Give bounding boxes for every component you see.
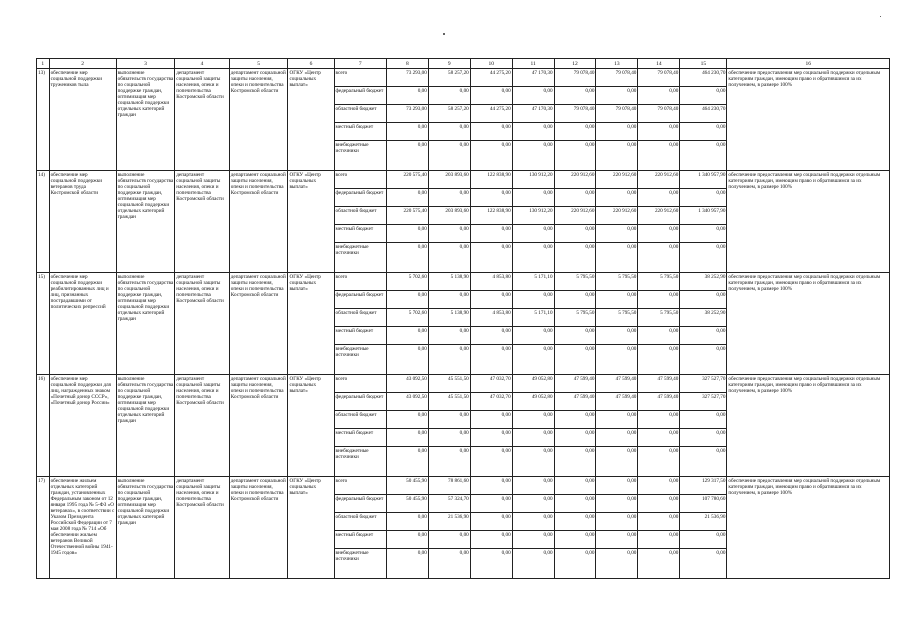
cell-amount: 49 052,80 bbox=[512, 393, 554, 411]
cell-amount: 0,00 bbox=[638, 345, 680, 375]
cell-no: 17) bbox=[37, 477, 50, 579]
cell-amount: 0,00 bbox=[554, 189, 596, 207]
cell-amount: 129 317,50 bbox=[680, 477, 727, 495]
cell-amount: 5 138,90 bbox=[428, 309, 470, 327]
cell-funding-source: местный бюджет bbox=[334, 123, 386, 141]
cell-amount: 0,00 bbox=[386, 123, 428, 141]
cell-amount: 130 912,20 bbox=[512, 207, 554, 225]
cell-exec3: ОГКУ «Центр социальных выплат» bbox=[288, 477, 334, 579]
cell-amount: 0,00 bbox=[596, 243, 638, 273]
cell-amount: 0,00 bbox=[470, 291, 512, 309]
cell-funding-source: областной бюджет bbox=[334, 105, 386, 123]
cell-name: обеспечение мер социальной поддержки тружеников тыла bbox=[49, 69, 116, 171]
cell-amount: 79 078,40 bbox=[554, 105, 596, 123]
cell-amount: 43 092,50 bbox=[386, 375, 428, 393]
column-number: 13 bbox=[596, 59, 638, 69]
cell-amount: 0,00 bbox=[428, 345, 470, 375]
cell-funding-source: местный бюджет bbox=[334, 429, 386, 447]
cell-amount: 58 257,20 bbox=[428, 105, 470, 123]
cell-amount: 0,00 bbox=[596, 87, 638, 105]
cell-exec3: ОГКУ «Центр социальных выплат» bbox=[288, 171, 334, 273]
cell-amount: 0,00 bbox=[470, 87, 512, 105]
cell-exec3: ОГКУ «Центр социальных выплат» bbox=[288, 273, 334, 375]
cell-amount: 0,00 bbox=[428, 291, 470, 309]
cell-amount: 0,00 bbox=[680, 87, 727, 105]
cell-amount: 0,00 bbox=[428, 225, 470, 243]
cell-funding-source: всего bbox=[334, 171, 386, 189]
cell-funding-source: всего bbox=[334, 69, 386, 87]
cell-amount: 0,00 bbox=[680, 189, 727, 207]
cell-amount: 0,00 bbox=[596, 345, 638, 375]
cell-amount: 0,00 bbox=[512, 345, 554, 375]
table-row bbox=[37, 375, 890, 393]
cell-amount: 0,00 bbox=[470, 495, 512, 513]
cell-amount: 0,00 bbox=[428, 123, 470, 141]
cell-funding-source: федеральный бюджет bbox=[334, 189, 386, 207]
column-number: 3 bbox=[116, 59, 175, 69]
cell-funding-source: всего bbox=[334, 375, 386, 393]
cell-amount: 5 138,90 bbox=[428, 273, 470, 291]
cell-amount: 0,00 bbox=[386, 531, 428, 549]
cell-exec1: департамент социальной защиты населения, опеки и попечительства Костромской области bbox=[175, 171, 229, 273]
cell-result: обеспечение предоставления мер социальной поддержки отдельным категориям граждан, имеющим право и обратившимся за их получением, в размере 100% bbox=[727, 375, 890, 477]
cell-amount: 0,00 bbox=[428, 243, 470, 273]
cell-amount: 0,00 bbox=[680, 141, 727, 171]
cell-amount: 50 455,90 bbox=[386, 477, 428, 495]
cell-amount: 0,00 bbox=[512, 189, 554, 207]
cell-exec2: департамент социальной защиты населения, опеки и попечительства Костромской области bbox=[229, 477, 288, 579]
cell-funding-source: областной бюджет bbox=[334, 309, 386, 327]
cell-amount: 0,00 bbox=[554, 429, 596, 447]
cell-funding-source: федеральный бюджет bbox=[334, 393, 386, 411]
cell-task: выполнение обязательств государства по социальной поддержке граждан, оптимизация мер социальной поддержки отдельных категорий граждан bbox=[116, 171, 175, 273]
cell-amount: 0,00 bbox=[596, 447, 638, 477]
cell-exec1: департамент социальной защиты населения, опеки и попечительства Костромской области bbox=[175, 477, 229, 579]
cell-name: обеспечение мер социальной поддержки для лиц, награжденных знаком «Почетный донор СССР», «Почетный донор России» bbox=[49, 375, 116, 477]
cell-amount: 47 599,40 bbox=[638, 393, 680, 411]
table-row bbox=[37, 477, 890, 495]
cell-amount: 44 275,20 bbox=[470, 105, 512, 123]
cell-amount: 44 275,20 bbox=[470, 69, 512, 87]
cell-amount: 0,00 bbox=[512, 429, 554, 447]
cell-amount: 0,00 bbox=[428, 87, 470, 105]
cell-funding-source: внебюджетные источники bbox=[334, 549, 386, 579]
cell-result: обеспечение предоставления мер социальной поддержки отдельным категориям граждан, имеющим право и обратившимся за их получением, в размере 100% bbox=[727, 171, 890, 273]
cell-amount: 0,00 bbox=[428, 141, 470, 171]
cell-exec3: ОГКУ «Центр социальных выплат» bbox=[288, 69, 334, 171]
cell-amount: 0,00 bbox=[512, 141, 554, 171]
cell-exec2: департамент социальной защиты населения, опеки и попечительства Костромской области bbox=[229, 375, 288, 477]
cell-amount: 0,00 bbox=[596, 189, 638, 207]
cell-amount: 0,00 bbox=[638, 513, 680, 531]
cell-amount: 0,00 bbox=[386, 345, 428, 375]
cell-amount: 0,00 bbox=[596, 513, 638, 531]
cell-amount: 0,00 bbox=[554, 549, 596, 579]
cell-amount: 73 293,00 bbox=[386, 69, 428, 87]
cell-amount: 0,00 bbox=[512, 531, 554, 549]
cell-amount: 0,00 bbox=[554, 291, 596, 309]
cell-funding-source: всего bbox=[334, 273, 386, 291]
cell-exec1: департамент социальной защиты населения, опеки и попечительства Костромской области bbox=[175, 375, 229, 477]
cell-amount: 0,00 bbox=[638, 429, 680, 447]
cell-amount: 0,00 bbox=[386, 513, 428, 531]
cell-amount: 5 795,50 bbox=[554, 309, 596, 327]
cell-funding-source: местный бюджет bbox=[334, 327, 386, 345]
cell-amount: 0,00 bbox=[638, 243, 680, 273]
cell-no: 15) bbox=[37, 273, 50, 375]
cell-amount: 0,00 bbox=[680, 447, 727, 477]
cell-amount: 0,00 bbox=[470, 123, 512, 141]
cell-amount: 0,00 bbox=[386, 327, 428, 345]
column-number: 8 bbox=[386, 59, 428, 69]
cell-amount: 57 324,70 bbox=[428, 495, 470, 513]
cell-amount: 79 078,40 bbox=[638, 69, 680, 87]
cell-amount: 0,00 bbox=[512, 123, 554, 141]
cell-amount: 47 170,30 bbox=[512, 105, 554, 123]
column-number-row bbox=[37, 59, 890, 69]
cell-amount: 122 838,90 bbox=[470, 207, 512, 225]
cell-amount: 107 780,60 bbox=[680, 495, 727, 513]
cell-amount: 0,00 bbox=[554, 477, 596, 495]
cell-amount: 47 599,40 bbox=[638, 375, 680, 393]
cell-amount: 0,00 bbox=[680, 123, 727, 141]
cell-amount: 0,00 bbox=[638, 327, 680, 345]
cell-amount: 220 575,40 bbox=[386, 207, 428, 225]
cell-funding-source: внебюджетные источники bbox=[334, 447, 386, 477]
cell-amount: 327 527,70 bbox=[680, 375, 727, 393]
cell-amount: 0,00 bbox=[680, 243, 727, 273]
cell-amount: 327 527,70 bbox=[680, 393, 727, 411]
cell-amount: 5 795,50 bbox=[596, 273, 638, 291]
cell-task: выполнение обязательств государства по социальной поддержке граждан, оптимизация мер социальной поддержки отдельных категорий граждан bbox=[116, 375, 175, 477]
cell-amount: 0,00 bbox=[638, 291, 680, 309]
cell-amount: 220 912,60 bbox=[554, 171, 596, 189]
cell-amount: 0,00 bbox=[512, 513, 554, 531]
cell-amount: 0,00 bbox=[512, 477, 554, 495]
table-row bbox=[37, 171, 890, 189]
cell-amount: 0,00 bbox=[554, 123, 596, 141]
cell-amount: 5 795,50 bbox=[638, 309, 680, 327]
cell-funding-source: местный бюджет bbox=[334, 531, 386, 549]
scan-speck bbox=[880, 16, 881, 17]
cell-amount: 0,00 bbox=[638, 189, 680, 207]
cell-amount: 4 853,80 bbox=[470, 309, 512, 327]
cell-amount: 0,00 bbox=[596, 141, 638, 171]
cell-amount: 0,00 bbox=[638, 477, 680, 495]
cell-amount: 203 893,60 bbox=[428, 207, 470, 225]
cell-amount: 0,00 bbox=[596, 123, 638, 141]
cell-result: обеспечение предоставления мер социальной поддержки отдельным категориям граждан, имеющим право и обратившимся за их получением, в размере 100% bbox=[727, 477, 890, 579]
cell-amount: 0,00 bbox=[512, 225, 554, 243]
cell-amount: 0,00 bbox=[470, 447, 512, 477]
cell-funding-source: внебюджетные источники bbox=[334, 243, 386, 273]
cell-amount: 79 078,40 bbox=[596, 105, 638, 123]
cell-amount: 45 551,50 bbox=[428, 375, 470, 393]
cell-no: 13) bbox=[37, 69, 50, 171]
cell-amount: 5 795,50 bbox=[638, 273, 680, 291]
cell-amount: 0,00 bbox=[428, 531, 470, 549]
column-number: 5 bbox=[229, 59, 288, 69]
cell-amount: 0,00 bbox=[596, 291, 638, 309]
cell-amount: 220 912,60 bbox=[554, 207, 596, 225]
cell-amount: 0,00 bbox=[596, 411, 638, 429]
cell-amount: 0,00 bbox=[386, 243, 428, 273]
cell-exec1: департамент социальной защиты населения, опеки и попечительства Костромской области bbox=[175, 69, 229, 171]
cell-amount: 0,00 bbox=[428, 447, 470, 477]
cell-amount: 0,00 bbox=[386, 189, 428, 207]
cell-amount: 4 853,80 bbox=[470, 273, 512, 291]
cell-amount: 0,00 bbox=[596, 531, 638, 549]
cell-funding-source: внебюджетные источники bbox=[334, 345, 386, 375]
cell-amount: 0,00 bbox=[554, 447, 596, 477]
cell-task: выполнение обязательств государства по социальной поддержке граждан, оптимизация мер социальной поддержки отдельных категорий граждан bbox=[116, 69, 175, 171]
table-row bbox=[37, 273, 890, 291]
cell-amount: 79 078,40 bbox=[554, 69, 596, 87]
cell-exec2: департамент социальной защиты населения, опеки и попечительства Костромской области bbox=[229, 69, 288, 171]
cell-amount: 0,00 bbox=[554, 513, 596, 531]
cell-amount: 464 230,70 bbox=[680, 69, 727, 87]
cell-amount: 5 795,50 bbox=[554, 273, 596, 291]
cell-amount: 47 032,70 bbox=[470, 375, 512, 393]
cell-amount: 0,00 bbox=[596, 327, 638, 345]
cell-amount: 1 340 957,90 bbox=[680, 171, 727, 189]
cell-funding-source: федеральный бюджет bbox=[334, 495, 386, 513]
cell-amount: 0,00 bbox=[680, 531, 727, 549]
cell-amount: 0,00 bbox=[470, 477, 512, 495]
cell-amount: 0,00 bbox=[554, 225, 596, 243]
cell-amount: 0,00 bbox=[470, 411, 512, 429]
column-number: 2 bbox=[49, 59, 116, 69]
cell-amount: 0,00 bbox=[512, 291, 554, 309]
cell-amount: 49 052,80 bbox=[512, 375, 554, 393]
cell-amount: 0,00 bbox=[680, 327, 727, 345]
cell-amount: 203 893,60 bbox=[428, 171, 470, 189]
cell-funding-source: областной бюджет bbox=[334, 207, 386, 225]
cell-result: обеспечение предоставления мер социальной поддержки отдельным категориям граждан, имеющим право и обратившимся за их получением, в размере 100% bbox=[727, 273, 890, 375]
cell-amount: 0,00 bbox=[470, 225, 512, 243]
cell-amount: 0,00 bbox=[512, 495, 554, 513]
cell-amount: 45 551,50 bbox=[428, 393, 470, 411]
cell-amount: 0,00 bbox=[470, 141, 512, 171]
cell-amount: 0,00 bbox=[680, 411, 727, 429]
cell-amount: 5 171,10 bbox=[512, 309, 554, 327]
cell-amount: 464 230,70 bbox=[680, 105, 727, 123]
cell-amount: 0,00 bbox=[512, 447, 554, 477]
cell-amount: 47 599,40 bbox=[554, 393, 596, 411]
cell-amount: 0,00 bbox=[680, 291, 727, 309]
cell-amount: 0,00 bbox=[470, 243, 512, 273]
column-number: 16 bbox=[727, 59, 890, 69]
cell-amount: 0,00 bbox=[638, 411, 680, 429]
cell-amount: 1 340 957,90 bbox=[680, 207, 727, 225]
column-number: 14 bbox=[638, 59, 680, 69]
cell-amount: 47 170,30 bbox=[512, 69, 554, 87]
column-number: 11 bbox=[512, 59, 554, 69]
cell-amount: 0,00 bbox=[596, 477, 638, 495]
cell-amount: 0,00 bbox=[428, 327, 470, 345]
budget-table bbox=[36, 58, 890, 579]
column-number: 4 bbox=[175, 59, 229, 69]
cell-amount: 5 702,60 bbox=[386, 273, 428, 291]
cell-amount: 0,00 bbox=[470, 327, 512, 345]
cell-amount: 79 078,40 bbox=[596, 69, 638, 87]
cell-amount: 0,00 bbox=[554, 141, 596, 171]
cell-amount: 0,00 bbox=[554, 495, 596, 513]
cell-amount: 47 599,40 bbox=[596, 393, 638, 411]
cell-amount: 0,00 bbox=[638, 141, 680, 171]
column-number: 10 bbox=[470, 59, 512, 69]
cell-amount: 0,00 bbox=[470, 345, 512, 375]
cell-amount: 38 252,90 bbox=[680, 273, 727, 291]
cell-name: обеспечение мер социальной поддержки ветеранов труда Костромской области bbox=[49, 171, 116, 273]
cell-amount: 0,00 bbox=[386, 411, 428, 429]
cell-amount: 130 912,20 bbox=[512, 171, 554, 189]
cell-amount: 0,00 bbox=[638, 123, 680, 141]
cell-amount: 220 912,60 bbox=[596, 171, 638, 189]
cell-amount: 0,00 bbox=[470, 513, 512, 531]
cell-amount: 0,00 bbox=[428, 549, 470, 579]
cell-amount: 0,00 bbox=[680, 429, 727, 447]
cell-amount: 21 536,90 bbox=[428, 513, 470, 531]
cell-amount: 78 861,60 bbox=[428, 477, 470, 495]
cell-amount: 0,00 bbox=[596, 495, 638, 513]
cell-amount: 58 257,20 bbox=[428, 69, 470, 87]
cell-amount: 5 171,10 bbox=[512, 273, 554, 291]
scan-speck bbox=[443, 33, 445, 35]
cell-amount: 0,00 bbox=[554, 327, 596, 345]
cell-funding-source: внебюджетные источники bbox=[334, 141, 386, 171]
cell-amount: 0,00 bbox=[554, 531, 596, 549]
column-number: 12 bbox=[554, 59, 596, 69]
cell-funding-source: областной бюджет bbox=[334, 513, 386, 531]
cell-amount: 0,00 bbox=[512, 549, 554, 579]
cell-amount: 73 293,00 bbox=[386, 105, 428, 123]
cell-amount: 220 912,60 bbox=[638, 171, 680, 189]
cell-amount: 0,00 bbox=[554, 411, 596, 429]
column-number: 15 bbox=[680, 59, 727, 69]
cell-amount: 0,00 bbox=[680, 549, 727, 579]
cell-no: 14) bbox=[37, 171, 50, 273]
cell-name: обеспечение мер социальной поддержки реабилитированных лиц и лиц, признанных пострадавшими от политических репрессий bbox=[49, 273, 116, 375]
cell-name: обеспечение жильем отдельных категорий граждан, установленных Федеральным законом от 12 января 1995 года № 5-ФЗ «О ветеранах», в соответствии с Указом Президента Российской Федерации от 7 мая 2008 года № 714 «Об обеспечении жильем ветеранов Великой Отечественной войны 1941-1945 годов» bbox=[49, 477, 116, 579]
cell-amount: 0,00 bbox=[386, 549, 428, 579]
cell-amount: 220 575,40 bbox=[386, 171, 428, 189]
cell-amount: 220 912,60 bbox=[638, 207, 680, 225]
cell-amount: 0,00 bbox=[428, 189, 470, 207]
cell-amount: 0,00 bbox=[596, 429, 638, 447]
cell-amount: 0,00 bbox=[512, 411, 554, 429]
cell-funding-source: федеральный бюджет bbox=[334, 291, 386, 309]
cell-amount: 122 838,90 bbox=[470, 171, 512, 189]
cell-amount: 0,00 bbox=[428, 429, 470, 447]
cell-amount: 0,00 bbox=[680, 345, 727, 375]
cell-amount: 0,00 bbox=[638, 447, 680, 477]
cell-amount: 0,00 bbox=[470, 549, 512, 579]
column-number: 1 bbox=[37, 59, 50, 69]
cell-amount: 0,00 bbox=[554, 87, 596, 105]
cell-amount: 0,00 bbox=[428, 411, 470, 429]
column-number: 7 bbox=[334, 59, 386, 69]
cell-amount: 47 599,40 bbox=[554, 375, 596, 393]
cell-exec2: департамент социальной защиты населения, опеки и попечительства Костромской области bbox=[229, 171, 288, 273]
cell-amount: 0,00 bbox=[512, 87, 554, 105]
cell-amount: 0,00 bbox=[386, 225, 428, 243]
cell-amount: 5 702,60 bbox=[386, 309, 428, 327]
cell-no: 16) bbox=[37, 375, 50, 477]
cell-funding-source: областной бюджет bbox=[334, 411, 386, 429]
cell-task: выполнение обязательств государства по социальной поддержке граждан, оптимизация мер социальной поддержки отдельных категорий граждан bbox=[116, 477, 175, 579]
column-number: 6 bbox=[288, 59, 334, 69]
cell-amount: 0,00 bbox=[680, 225, 727, 243]
cell-amount: 0,00 bbox=[638, 225, 680, 243]
cell-amount: 0,00 bbox=[638, 495, 680, 513]
cell-amount: 0,00 bbox=[596, 225, 638, 243]
cell-amount: 43 092,50 bbox=[386, 393, 428, 411]
cell-amount: 21 536,90 bbox=[680, 513, 727, 531]
cell-amount: 38 252,90 bbox=[680, 309, 727, 327]
cell-amount: 0,00 bbox=[638, 87, 680, 105]
cell-exec2: департамент социальной защиты населения, опеки и попечительства Костромской области bbox=[229, 273, 288, 375]
cell-exec1: департамент социальной защиты населения, опеки и попечительства Костромской области bbox=[175, 273, 229, 375]
cell-funding-source: всего bbox=[334, 477, 386, 495]
cell-amount: 220 912,60 bbox=[596, 207, 638, 225]
cell-amount: 0,00 bbox=[470, 429, 512, 447]
cell-amount: 47 599,40 bbox=[596, 375, 638, 393]
cell-amount: 0,00 bbox=[596, 549, 638, 579]
cell-amount: 0,00 bbox=[386, 141, 428, 171]
cell-amount: 0,00 bbox=[386, 87, 428, 105]
cell-amount: 0,00 bbox=[512, 243, 554, 273]
cell-result: обеспечение предоставления мер социальной поддержки отдельным категориям граждан, имеющим право и обратившимся за их получением, в размере 100% bbox=[727, 69, 890, 171]
cell-amount: 0,00 bbox=[386, 447, 428, 477]
table-row bbox=[37, 69, 890, 87]
cell-amount: 0,00 bbox=[638, 531, 680, 549]
cell-amount: 79 078,40 bbox=[638, 105, 680, 123]
cell-amount: 0,00 bbox=[470, 189, 512, 207]
cell-amount: 47 032,70 bbox=[470, 393, 512, 411]
cell-amount: 0,00 bbox=[470, 531, 512, 549]
column-number: 9 bbox=[428, 59, 470, 69]
cell-amount: 0,00 bbox=[638, 549, 680, 579]
cell-amount: 0,00 bbox=[554, 243, 596, 273]
cell-amount: 5 795,50 bbox=[596, 309, 638, 327]
cell-amount: 0,00 bbox=[554, 345, 596, 375]
cell-exec3: ОГКУ «Центр социальных выплат» bbox=[288, 375, 334, 477]
cell-funding-source: федеральный бюджет bbox=[334, 87, 386, 105]
cell-task: выполнение обязательств государства по социальной поддержке граждан, оптимизация мер социальной поддержки отдельных категорий граждан bbox=[116, 273, 175, 375]
cell-amount: 50 455,90 bbox=[386, 495, 428, 513]
cell-funding-source: местный бюджет bbox=[334, 225, 386, 243]
cell-amount: 0,00 bbox=[386, 429, 428, 447]
cell-amount: 0,00 bbox=[512, 327, 554, 345]
cell-amount: 0,00 bbox=[386, 291, 428, 309]
